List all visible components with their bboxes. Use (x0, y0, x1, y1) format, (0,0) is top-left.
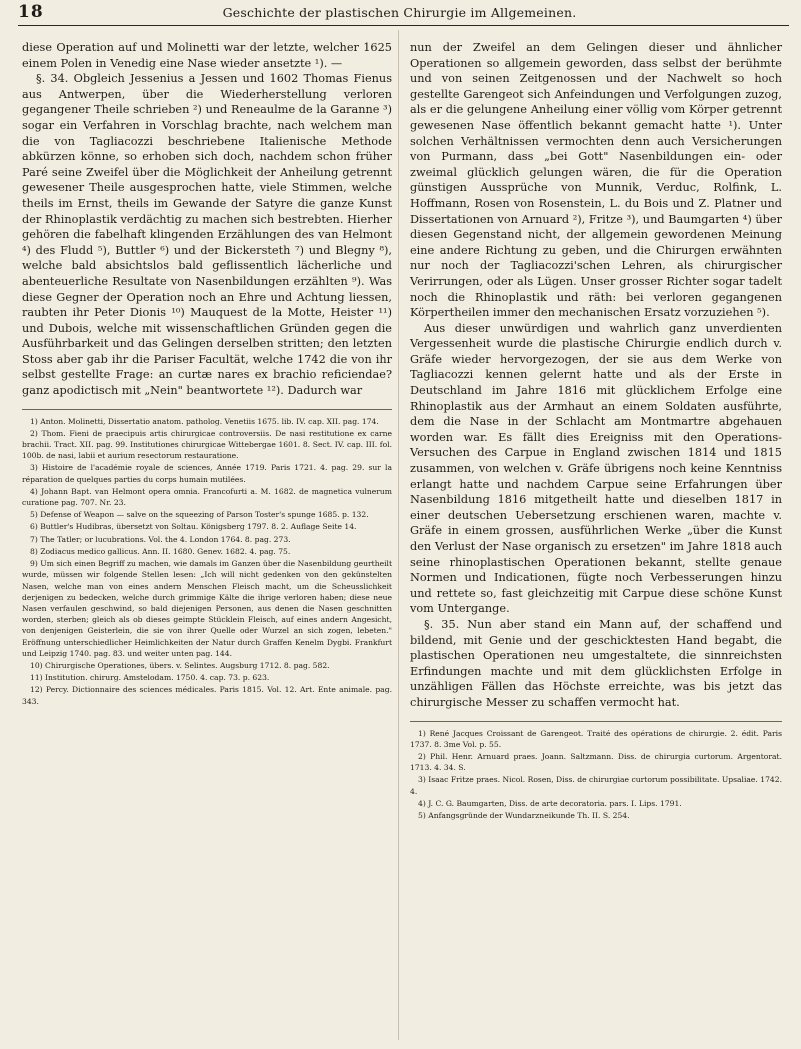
left-footnotes (22, 416, 392, 707)
header-rule (18, 25, 789, 26)
footnote: 7) The Tatler; or lucubrations. Vol. the 4. London 1764. 8. pag. 273. (30, 534, 291, 544)
footnote: 12) Percy. Dictionnaire des sciences médicales. Paris 1815. Vol. 12. Art. Ente animale. pag. 343. (22, 685, 392, 706)
paragraph: diese Operation auf und Molinetti war der letzte, welcher 1625 einem Polen in Venedig eine Nase wieder ansetzte ¹). — (22, 41, 392, 70)
right-column (410, 40, 782, 822)
right-footnotes (410, 728, 782, 822)
footnote: 4) Johann Bapt. van Helmont opera omnia. Francofurti a. M. 1682. de magnetica vulnerum curatione pag. 707. Nr. 23. (22, 486, 392, 508)
footnote: 2) Thom. Fieni de praecipuis artis chirurgicae controversiis. De nasi restitutione ex carne brachii. Tract. XII. pag. 99. Institutiones chirurgicae Wittebergae 1601. 8. Sect. IV. cap. III. fol. 100b. de nasi, labii et aurium resectorum restauratione. (22, 428, 392, 461)
paragraph: nun der Zweifel an dem Gelingen dieser und ähnlicher Operationen so allgemein geworden, dass selbst der berühmte und von seinen Zeitgenossen und der Nachwelt so hoch gestellte Garengeot sich Anfeindungen und Verfolgungen zuzog, als er die gelungene Anheilung einer völlig vom Körper getrennt gewesenen Nase öffentlich bekannt gemacht hatte ¹). Unter solchen Verhältnissen vermochten denn auch Versicherungen von Purmann, dass „bei Gott" Nasenbildungen ein- oder zweimal glücklich gelungen wären, die für die Operation günstigen Aussprüche von Munnik, Verduc, Rolfink, L. Hoffmann, Rosen von Rosenstein, L. du Bois und Z. Platner und Dissertationen von Arnuard ²), Fritze ³), und Baumgarten ⁴) über diesen Gegenstand nicht, der allgemein gewordenen Meinung eine andere Richtung zu geben, und die Chirurgen erwähnten nur noch der Tagliacozzi'schen Lehren, als chirurgischer Verirrungen, oder als Lügen. Unser grosser Richter sogar tadelt noch die Rhinoplastik und räth: bei verloren gegangenen Körpertheilen immer den mechanischen Ersatz vorzuziehen ⁵). (410, 41, 782, 320)
left-body-text (22, 40, 392, 399)
footnote: 4) J. C. G. Baumgarten, Diss. de arte decoratoria. pars. I. Lips. 1791. (418, 798, 682, 808)
footnote: 8) Zodiacus medico gallicus. Ann. II. 1680. Genev. 1682. 4. pag. 75. (30, 546, 291, 556)
right-body-text (410, 40, 782, 711)
left-column (22, 40, 392, 708)
column-divider (398, 30, 399, 1040)
footnote: 2) Phil. Henr. Arnuard praes. Joann. Saltzmann. Diss. de chirurgia curtorum. Argentorat. 1713. 4. 34. S. (410, 751, 782, 773)
footnote: 3) Histoire de l'académie royale de sciences, Année 1719. Paris 1721. 4. pag. 29. sur la réparation de quelques parties du corps humain mutilées. (22, 463, 392, 484)
footnote-rule (22, 409, 392, 410)
paragraph: §. 34. Obgleich Jessenius a Jessen und 1602 Thomas Fienus aus Antwerpen, über die Wiederherstellung verloren gegangener Theile schrieben ²) und Reneaulme de la Garanne ³) sogar ein Verfahren in Vorschlag brachte, nach welchem man die von Tagliacozzi beschriebene Italienische Methode abkürzen könne, so erhoben sich doch, nachdem schon früher Paré seine Zweifel über die Möglichkeit der Anheilung getrennt gewesener Theile ausgesprochen hatte, viele Stimmen, welche theils im Ernst, theils im Gewande der Satyre die ganze Kunst der Rhinoplastik verdächtig zu machen sich bestrebten. Hierher gehören die fabelhaft klingenden Erzählungen des van Helmont ⁴) des Fludd ⁵), Buttler ⁶) und der Bickersteth ⁷) und Blegny ⁸), welche bald absichtslos bald geflissentlich lächerliche und abenteuerliche Resultate von Nasenbildungen erzählten ⁹). Was diese Gegner der Operation noch an Ehre und Achtung liessen, raubten ihr Peter Dionis ¹⁰) Mauquest de la Motte, Heister ¹¹) und Dubois, welche mit wissenschaftlichen Gründen gegen die Ausführbarkeit und das Gelingen derselben stritten; den letzten Stoss aber gab ihr die Pariser Facultät, welche 1742 die von ihr selbst gestellte Frage: an curtæ nares ex brachio reficiendae? ganz apodictisch mit „Nein" beantwortete ¹²). Dadurch war (22, 72, 392, 398)
footnote: 1) René Jacques Croissant de Garengeot. Traité des opérations de chirurgie. 2. édit. Paris 1737. 8. 3me Vol. p. 55. (410, 728, 782, 749)
footnote: 3) Isaac Fritze praes. Nicol. Rosen, Diss. de chirurgiae curtorum possibilitate. Upsaliae. 1742. 4. (410, 775, 782, 796)
footnote: 5) Anfangsgründe der Wundarzneikunde Th. II. S. 254. (418, 810, 630, 820)
footnote: 11) Institution. chirurg. Amstelodam. 1750. 4. cap. 73. p. 623. (30, 673, 270, 683)
footnote: 5) Defense of Weapon — salve on the squeezing of Parson Toster's spunge 1685. p. 132. (30, 510, 369, 520)
page-number: 18 (18, 2, 44, 22)
footnote: 10) Chirurgische Operationes, übers. v. Selintes. Augsburg 1712. 8. pag. 582. (30, 660, 330, 670)
footnote: 6) Buttler's Hudibras, übersetzt von Soltau. Königsberg 1797. 8. 2. Auflage Seite 14. (30, 522, 357, 532)
footnote: 1) Anton. Molinetti, Dissertatio anatom. patholog. Venetiis 1675. lib. IV. cap. XII. pag. 174. (30, 416, 379, 426)
footnote-rule (410, 721, 782, 722)
running-head (10, 2, 789, 24)
running-title: Geschichte der plastischen Chirurgie im Allgemeinen. (222, 5, 577, 20)
paragraph: Aus dieser unwürdigen und wahrlich ganz unverdienten Vergessenheit wurde die plastische Chirurgie endlich durch v. Gräfe wieder hervorgezogen, der sie aus dem Werke von Tagliacozzi kennen gelernt hatte und als der Erste in Deutschland im Jahre 1816 mit glücklichem Erfolge eine Rhinoplastik aus der Armhaut an einem Soldaten ausführte, dem die Nase in der Schlacht am Montmartre abgehauen worden war. Es fällt dies Ereigniss mit den Operations-Versuchen des Carpue in England zwischen 1814 und 1815 zusammen, von welchen v. Gräfe übrigens noch keine Kenntniss erlangt hatte und nachdem Carpue seine Erfahrungen über Nasenbildung 1816 mitgetheilt hatte und dieselben 1817 in einer deutschen Uebersetzung erschienen waren, machte v. Gräfe in einem grossen, ausführlichen Werke „über die Kunst den Verlust der Nase organisch zu ersetzen" im Jahre 1818 auch seine rhinoplastischen Operationen bekannt, stellte genaue Normen und Indicationen, fügte noch Verbesserungen hinzu und rettete so, fast gleichzeitig mit Carpue diese schöne Kunst vom Untergange. (410, 321, 782, 616)
footnote: 9) Um sich einen Begriff zu machen, wie damals im Ganzen über die Nasenbildung geurtheilt wurde, müssen wir folgende Stellen lesen: „Ich will nicht gedenken von den gekünstelten Nasen, welche man von eines andern Menschen Fleisch macht, um die Scheusslichkeit derjenigen zu bedecken, welche durch grimmige Kälte die ihrige verloren haben; diese neue Nasen verfaulen geschwind, so bald diejenigen Personen, aus denen die Nasen geschnitten worden, sterben; gleich als ob dieses geimpte Stücklein Fleisch, auf eines andern Angesicht, von denjenigen Geisterlein, die sie von ihrer Quelle oder Wurzel an sich zogen, lebeten." Eröffnung unterschiedlicher Heimlichkeiten der Natur durch Graffen Kenelm Dygbi. Frankfurt und Leipzig 1740. pag. 83. und weiter unten pag. 144. (22, 559, 392, 658)
paragraph: §. 35. Nun aber stand ein Mann auf, der schaffend und bildend, mit Genie und der geschicktesten Hand begabt, die plastischen Operationen neu umgestaltete, die sinnreichsten Erfindungen machte und mit dem glücklichsten Erfolge in unzähligen Fällen das Höchste erreichte, was bis jetzt das chirurgische Messer zu schaffen vermocht hat. (410, 617, 782, 709)
